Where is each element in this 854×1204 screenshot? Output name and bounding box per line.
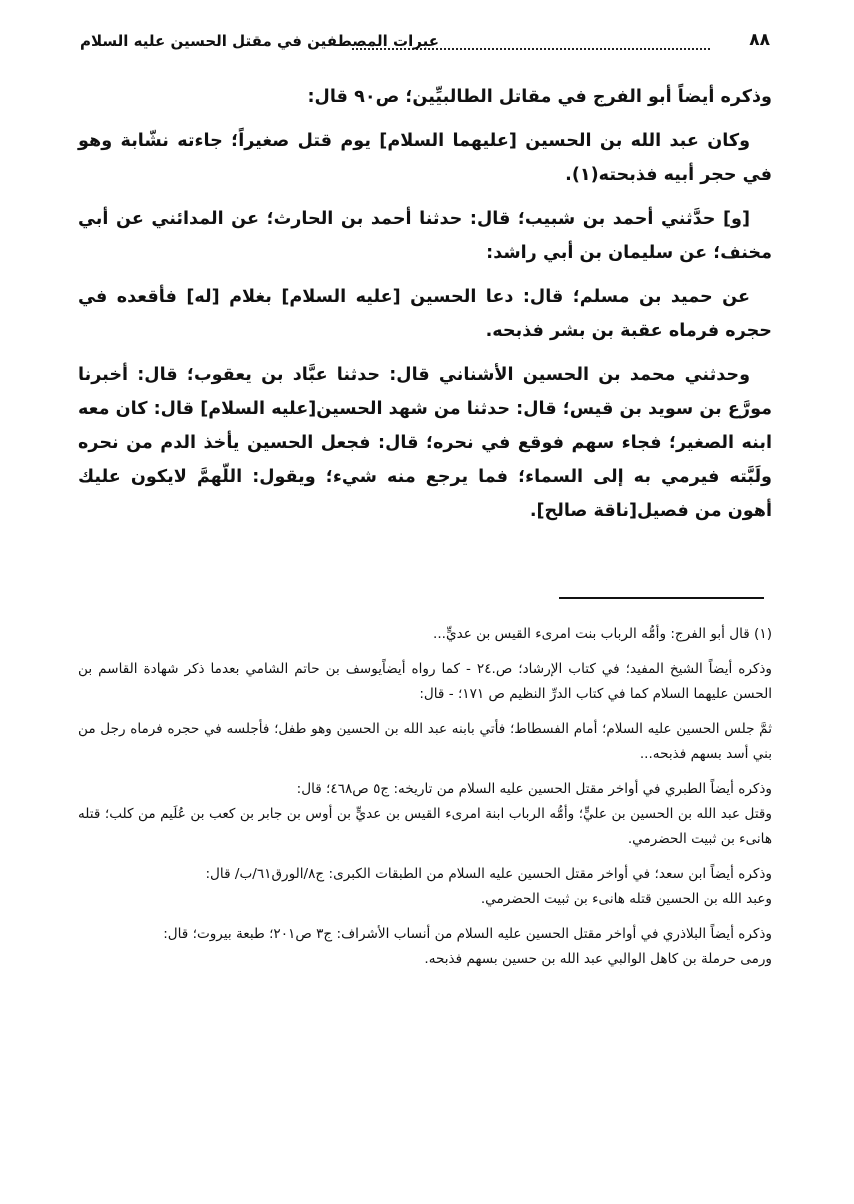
- main-paragraph: وكان عبد الله بن الحسين [عليهما السلام] يوم قتل صغيراً؛ جاءته نشّابة وهو في حجر أبيه فذبحته(١).: [78, 131, 772, 185]
- footnote-paragraph: وعبد الله بن الحسين قتله هانىء بن ثبيت الحضرمي.: [480, 891, 772, 907]
- footnote-paragraph: ثمَّ جلس الحسين عليه السلام؛ أمام الفسطاط؛ فأتي بابنه عبد الله بن الحسين وهو طفل؛ فأجلسه في حجره فرماه رجل من بني أسد بسهم فذبحه...: [78, 721, 772, 762]
- footnote-paragraph: (١) قال أبو الفرج: وأمُّه الرباب بنت امرىء القيس بن عديٍّ...: [433, 626, 772, 642]
- main-paragraph: وذكره أيضاً أبو الفرج في مقاتل الطالبيِّين؛ ص٩٠ قال:: [307, 87, 772, 107]
- footnote-paragraph: وذكره أيضاً البلاذري في أواخر مقتل الحسين عليه السلام من أنساب الأشراف: ج٣ ص٢٠١؛ طبعة بيروت؛ قال:: [163, 926, 772, 942]
- footnote-paragraph: ورمى حرملة بن كاهل الوالبي عبد الله بن حسين بسهم فذبحه.: [424, 951, 772, 967]
- footnote-separator: [559, 597, 764, 599]
- footnote-paragraph: وذكره أيضاً ابن سعد؛ في أواخر مقتل الحسين عليه السلام من الطبقات الكبرى: ج٨/الورق٦١/ب/ قال:: [205, 866, 772, 882]
- footnote-paragraph: وذكره أيضاً الشيخ المفيد؛ في كتاب الإرشاد؛ ص.٢٤ - كما رواه أيضاًيوسف بن حاتم الشامي بعدما ذكر شهادة القاسم بن الحسن عليهما السلام كما في كتاب الدرِّ النظيم ص ١٧١؛ - قال:: [78, 661, 772, 702]
- footnotes: [78, 622, 772, 982]
- main-paragraph: [و] حدَّثني أحمد بن شبيب؛ قال: حدثنا أحمد بن الحارث؛ عن المدائني عن أبي مخنف؛ عن سليمان بن أبي راشد:: [78, 209, 772, 263]
- main-text: [78, 80, 772, 538]
- main-paragraph: وحدثني محمد بن الحسين الأشناني قال: حدثنا عبَّاد بن يعقوب؛ قال: أخبرنا مورَّع بن سويد بن قيس؛ قال: حدثنا من شهد الحسين[عليه السلام] قال: كان معه ابنه الصغير؛ فجاء سهم فوقع في نحره؛ قال: فجعل الحسين يأخذ الدم من نحره ولَبَّته فيرمي به إلى السماء؛ فما يرجع منه شيء؛ ويقول: اللّهمَّ لايكون عليك أهون من فصيل[ناقة صالح].: [78, 365, 772, 521]
- running-title: عبرات المصطفين في مقتل الحسين عليه السلام: [80, 32, 439, 50]
- page-number: ٨٨: [749, 30, 770, 50]
- footnote-paragraph: وذكره أيضاً الطبري في أواخر مقتل الحسين عليه السلام من تاريخه: ج٥ ص٤٦٨؛ قال:: [296, 781, 772, 797]
- footnote-paragraph: وقتل عبد الله بن الحسين بن عليٍّ؛ وأمُّه الرباب ابنة امرىء القيس بن عديٍّ بن أوس بن جابر بن كعب بن عُلَيم من كلب؛ قتله هانىء بن ثبيت الحضرمي.: [78, 806, 772, 847]
- page-header: [80, 26, 770, 60]
- main-paragraph: عن حميد بن مسلم؛ قال: دعا الحسين [عليه السلام] بغلام [له] فأقعده في حجره فرماه عقبة بن بشر فذبحه.: [78, 287, 772, 341]
